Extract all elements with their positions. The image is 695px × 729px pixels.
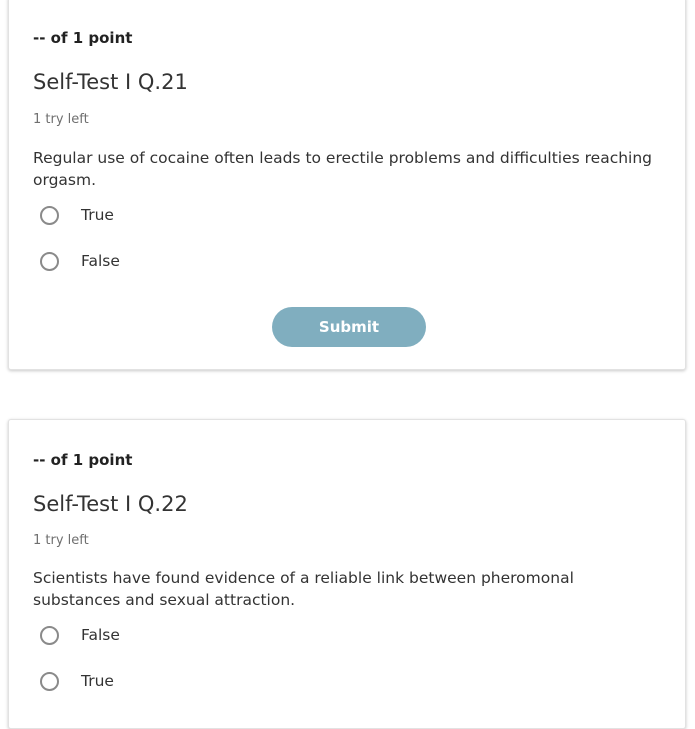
submit-button[interactable]: Submit (272, 307, 426, 347)
points-label: -- of 1 point (33, 29, 133, 47)
radio-button[interactable] (40, 252, 59, 271)
question-text: Scientists have found evidence of a reliable link between pheromonal substances and sexual attraction. (33, 569, 574, 609)
option-false[interactable] (40, 248, 120, 274)
question-title: Self-Test I Q.22 (33, 492, 188, 516)
option-label: True (81, 672, 114, 690)
points-label: -- of 1 point (33, 451, 133, 469)
option-label: False (81, 252, 120, 270)
option-label: False (81, 626, 120, 644)
radio-button[interactable] (40, 626, 59, 645)
option-false[interactable] (40, 622, 120, 648)
radio-button[interactable] (40, 672, 59, 691)
option-true[interactable] (40, 202, 114, 228)
option-true[interactable] (40, 668, 114, 694)
option-label: True (81, 206, 114, 224)
question-title: Self-Test I Q.21 (33, 70, 188, 94)
question-card-21 (8, 0, 686, 370)
tries-left-label: 1 try left (33, 533, 89, 548)
radio-button[interactable] (40, 206, 59, 225)
question-text: Regular use of cocaine often leads to erectile problems and difficulties reaching orgasm. (33, 149, 653, 189)
question-card-22 (8, 419, 686, 729)
tries-left-label: 1 try left (33, 112, 89, 127)
